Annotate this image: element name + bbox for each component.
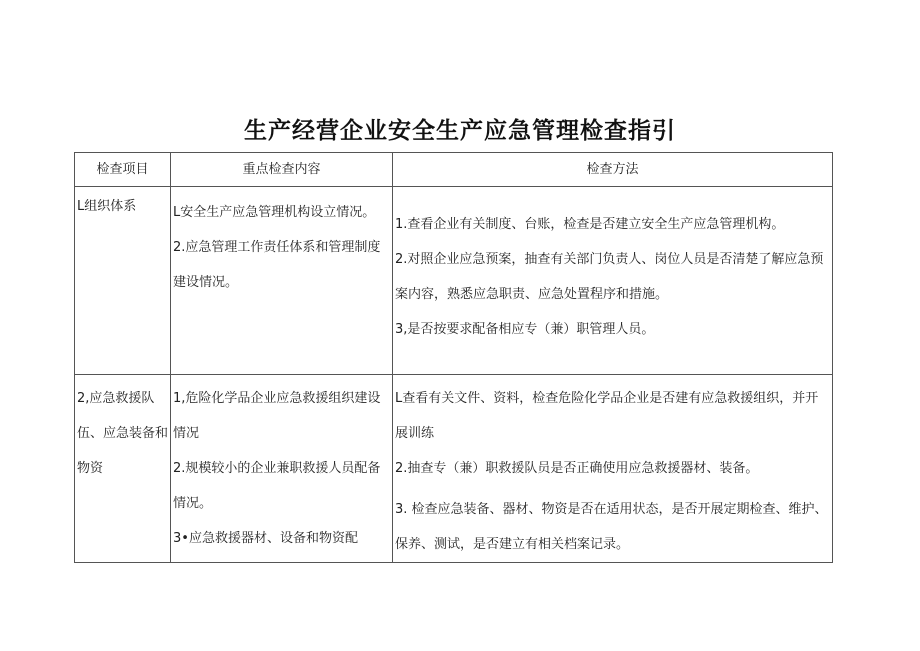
row-method-cell — [393, 375, 833, 563]
method-point: 1.查看企业有关制度、台账，检查是否建立安全生产应急管理机构。 — [395, 217, 785, 232]
content-point: L安全生产应急管理机构设立情况。 — [173, 205, 376, 220]
content-point: 1,危险化学品企业应急救援组织建设情况 — [173, 391, 381, 441]
content-point: 2.规模较小的企业兼职救援人员配备情况。 — [173, 461, 381, 511]
row-item-cell — [75, 375, 171, 563]
row-content-cell — [171, 187, 393, 375]
row-method-cell — [393, 187, 833, 375]
row-content-cell — [171, 375, 393, 563]
method-point: 2.抽查专（兼）职救援队员是否正确使用应急救援器材、装备。 — [395, 461, 759, 476]
table-row — [75, 375, 833, 563]
method-point: L查看有关文件、资料，检查危险化学品企业是否建有应急救援组织，并开展训练 — [395, 391, 819, 441]
content-point: 3•应急救援器材、设备和物资配 — [173, 531, 358, 546]
row-item-label: L组织体系 — [77, 199, 137, 214]
method-point: 2.对照企业应急预案，抽查有关部门负责人、岗位人员是否清楚了解应急预案内容，熟悉应急职责、应急处置程序和措施。 — [395, 252, 824, 302]
header-inspection-method: 检查方法 — [393, 153, 833, 187]
inspection-table-container — [74, 152, 832, 552]
inspection-table — [74, 152, 833, 563]
method-point: 3. 检查应急装备、器材、物资是否在适用状态，是否开展定期检查、维护、保养、测试，是否建立有相关档案记录。 — [395, 502, 828, 552]
header-key-content: 重点检查内容 — [171, 153, 393, 187]
table-row — [75, 187, 833, 375]
row-item-label: 2,应急救援队伍、应急装备和物资 — [77, 391, 169, 476]
page-title: 生产经营企业安全生产应急管理检查指引 — [244, 118, 676, 144]
header-inspection-item: 检查项目 — [75, 153, 171, 187]
row-item-cell — [75, 187, 171, 375]
content-point: 2.应急管理工作责任体系和管理制度建设情况。 — [173, 240, 381, 290]
method-point: 3,是否按要求配备相应专（兼）职管理人员。 — [395, 322, 655, 337]
table-header-row — [75, 153, 833, 187]
